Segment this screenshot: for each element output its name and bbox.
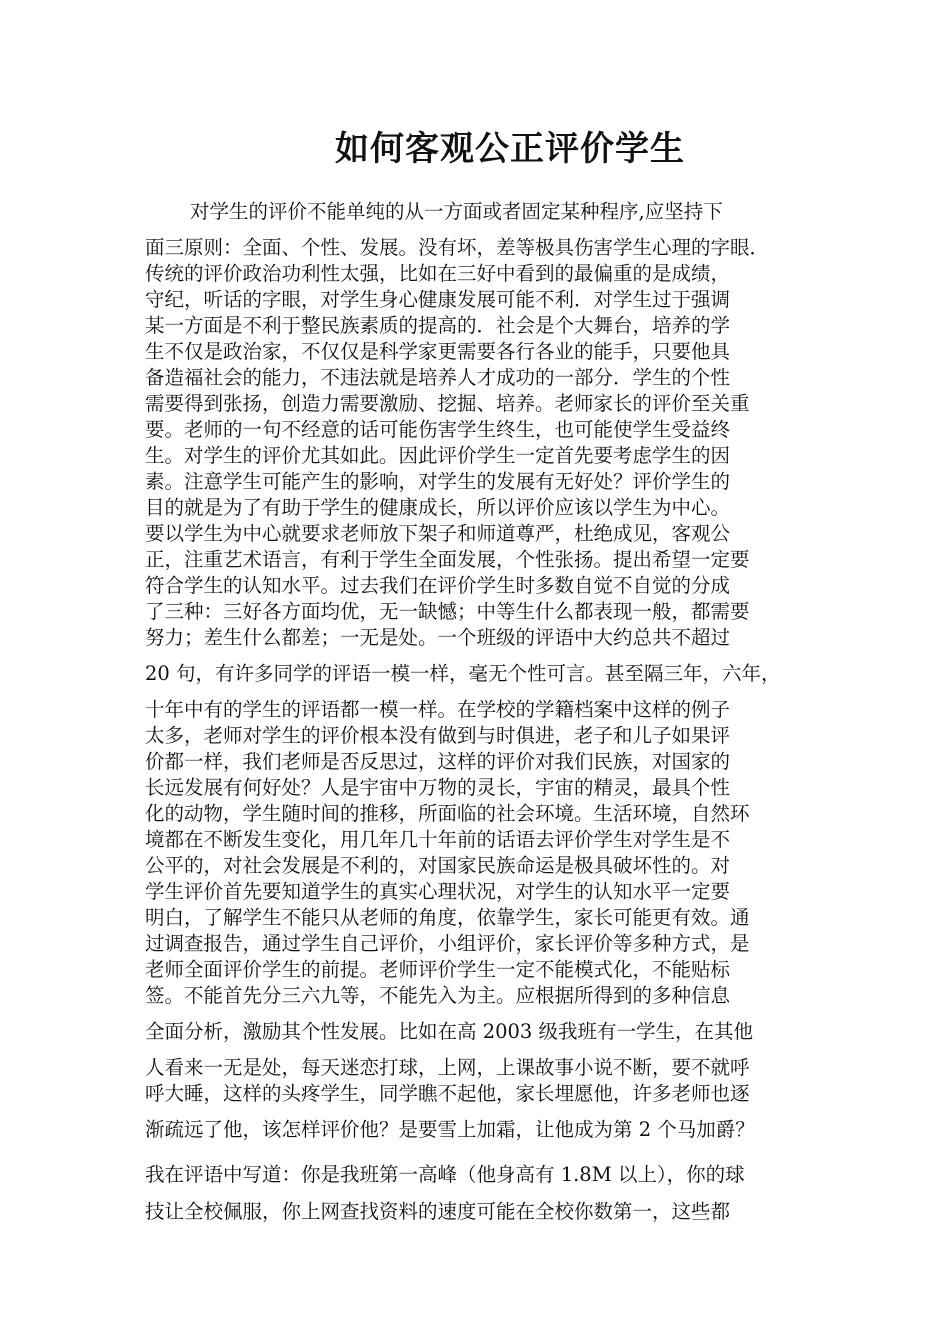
paragraph-line: 太多，老师对学生的评价根本没有做到与时俱进，老子和儿子如果评: [145, 724, 731, 747]
paragraph-line: 努力；差生什么都差；一无是处。一个班级的评语中大约总共不超过: [145, 626, 731, 649]
paragraph-line: 全面分析，激励其个性发展。比如在高 2003 级我班有一学生，在其他: [145, 1020, 754, 1043]
paragraph-line: 20 句，有许多同学的评语一模一样，毫无个性可言。甚至隔三年，六年，: [145, 662, 781, 685]
paragraph-line: 签。不能首先分三六九等，不能先入为主。应根据所得到的多种信息: [145, 984, 731, 1007]
paragraph-line: 十年中有的学生的评语都一模一样。在学校的学籍档案中这样的例子: [145, 698, 731, 721]
paragraph-line: 守纪，听话的字眼，对学生身心健康发展可能不利．对学生过于强调: [145, 288, 731, 311]
paragraph-line: 公平的，对社会发展是不利的，对国家民族命运是极具破坏性的。对: [145, 854, 731, 877]
paragraph-line: 化的动物，学生随时间的推移，所面临的社会环境。生活环境，自然环: [145, 802, 750, 825]
paragraph-line: 老师全面评价学生的前提。老师评价学生一定不能模式化，不能贴标: [145, 958, 731, 981]
paragraph-line: 学生评价首先要知道学生的真实心理状况，对学生的认知水平一定要: [145, 880, 731, 903]
paragraph-line: 人看来一无是处，每天迷恋打球，上网，上课故事小说不断，要不就呼: [145, 1056, 750, 1079]
paragraph-line: 要以学生为中心就要求老师放下架子和师道尊严，杜绝成见，客观公: [145, 522, 731, 545]
paragraph-line: 传统的评价政治功利性太强，比如在三好中看到的最偏重的是成绩，: [145, 262, 731, 285]
paragraph-line: 某一方面是不利于整民族素质的提高的．社会是个大舞台，培养的学: [145, 314, 731, 337]
paragraph-line: 素。注意学生可能产生的影响，对学生的发展有无好处？评价学生的: [145, 470, 731, 493]
paragraph-line: 面三原则：全面、个性、发展。没有坏，差等极具伤害学生心理的字眼．: [145, 236, 770, 259]
paragraph-line: 了三种：三好各方面均优，无一缺憾；中等生什么都表现一般，都需要: [145, 600, 750, 623]
paragraph-line: 对学生的评价不能单纯的从一方面或者固定某种程序,应坚持下: [190, 200, 723, 223]
paragraph-line: 长远发展有何好处？人是宇宙中万物的灵长，宇宙的精灵，最具个性: [145, 776, 731, 799]
paragraph-line: 生不仅是政治家，不仅仅是科学家更需要各行各业的能手，只要他具: [145, 340, 731, 363]
document-title: 如何客观公正评价学生: [335, 129, 685, 169]
paragraph-line: 目的就是为了有助于学生的健康成长，所以评价应该以学生为中心。: [145, 496, 731, 519]
paragraph-line: 要。老师的一句不经意的话可能伤害学生终生，也可能使学生受益终: [145, 418, 731, 441]
paragraph-line: 明白，了解学生不能只从老师的角度，依靠学生，家长可能更有效。通: [145, 906, 750, 929]
paragraph-line: 生。对学生的评价尤其如此。因此评价学生一定首先要考虑学生的因: [145, 444, 731, 467]
paragraph-line: 价都一样，我们老师是否反思过，这样的评价对我们民族，对国家的: [145, 750, 731, 773]
paragraph-line: 我在评语中写道：你是我班第一高峰（他身高有 1.8M 以上），你的球: [145, 1163, 745, 1186]
paragraph-line: 境都在不断发生变化，用几年几十年前的话语去评价学生对学生是不: [145, 828, 731, 851]
paragraph-line: 需要得到张扬，创造力需要激励、挖掘、培养。老师家长的评价至关重: [145, 392, 750, 415]
paragraph-line: 备造福社会的能力，不违法就是培养人才成功的一部分．学生的个性: [145, 366, 731, 389]
paragraph-line: 呼大睡，这样的头疼学生，同学瞧不起他，家长埋愿他，许多老师也逐: [145, 1082, 750, 1105]
paragraph-line: 渐疏远了他，该怎样评价他？是要雪上加霜，让他成为第 2 个马加爵？: [145, 1118, 755, 1141]
paragraph-line: 技让全校佩服，你上网查找资料的速度可能在全校你数第一，这些都: [145, 1200, 731, 1223]
paragraph-line: 正，注重艺术语言，有利于学生全面发展，个性张扬。提出希望一定要: [145, 548, 750, 571]
paragraph-line: 过调查报告，通过学生自己评价，小组评价，家长评价等多种方式，是: [145, 932, 750, 955]
paragraph-line: 符合学生的认知水平。过去我们在评价学生时多数自觉不自觉的分成: [145, 574, 731, 597]
